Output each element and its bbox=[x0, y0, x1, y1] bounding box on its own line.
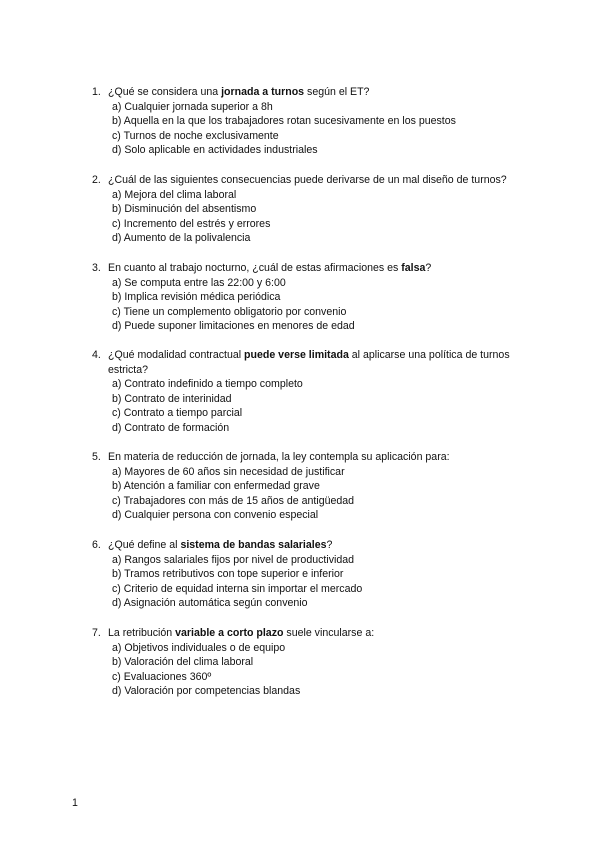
question-text-part: al aplicarse una política de turnos estricta? bbox=[108, 349, 510, 376]
answer-option-c: c) Criterio de equidad interna sin importar el mercado bbox=[112, 582, 363, 595]
answer-options bbox=[112, 188, 532, 246]
question-text-part: ¿Qué modalidad contractual bbox=[108, 349, 245, 361]
question-text-part: ¿Cuál de las siguientes consecuencias puede derivarse de un mal diseño de turnos? bbox=[108, 174, 507, 186]
question-text-part: según el ET? bbox=[304, 86, 370, 98]
question-text bbox=[108, 450, 532, 465]
answer-option-d: d) Solo aplicable en actividades industriales bbox=[112, 144, 318, 157]
question-text bbox=[108, 85, 532, 100]
question-text-part: suele vincularse a: bbox=[283, 627, 375, 639]
question-text bbox=[108, 626, 532, 641]
answer-option-b: b) Valoración del clima laboral bbox=[112, 656, 254, 669]
question-6 bbox=[92, 538, 532, 611]
answer-option-d: d) Contrato de formación bbox=[112, 421, 230, 434]
answer-option-a: a) Contrato indefinido a tiempo completo bbox=[112, 378, 303, 391]
answer-option-b: b) Aquella en la que los trabajadores rotan sucesivamente en los puestos bbox=[112, 115, 456, 128]
answer-options bbox=[112, 465, 532, 523]
question-1 bbox=[92, 85, 532, 158]
question-4 bbox=[92, 348, 532, 436]
answer-option-b: b) Disminución del absentismo bbox=[112, 203, 257, 216]
question-number: 4. bbox=[92, 349, 101, 361]
question-3 bbox=[92, 261, 532, 334]
question-text-part: En materia de reducción de jornada, la ley contempla su aplicación para: bbox=[108, 451, 450, 463]
question-text-part: La retribución bbox=[108, 627, 176, 639]
question-text-part: En cuanto al trabajo nocturno, ¿cuál de estas afirmaciones es bbox=[108, 262, 402, 274]
question-text bbox=[108, 261, 532, 276]
answer-option-c: c) Contrato a tiempo parcial bbox=[112, 407, 243, 420]
question-number: 6. bbox=[92, 539, 101, 551]
answer-option-d: d) Valoración por competencias blandas bbox=[112, 685, 301, 698]
answer-option-c: c) Evaluaciones 360º bbox=[112, 670, 212, 683]
answer-option-a: a) Rangos salariales fijos por nivel de productividad bbox=[112, 553, 355, 566]
answer-option-a: a) Cualquier jornada superior a 8h bbox=[112, 100, 273, 113]
question-number: 3. bbox=[92, 262, 101, 274]
answer-option-a: a) Mayores de 60 años sin necesidad de justificar bbox=[112, 465, 345, 478]
question-2 bbox=[92, 173, 532, 246]
answer-options bbox=[112, 377, 532, 435]
answer-options bbox=[112, 100, 532, 158]
question-number: 2. bbox=[92, 174, 101, 186]
answer-option-b: b) Implica revisión médica periódica bbox=[112, 291, 281, 304]
answer-option-a: a) Objetivos individuales o de equipo bbox=[112, 641, 286, 654]
answer-options bbox=[112, 276, 532, 334]
question-text-emphasis: sistema de bandas salariales bbox=[180, 539, 327, 551]
answer-option-c: c) Turnos de noche exclusivamente bbox=[112, 129, 279, 142]
answer-option-c: c) Incremento del estrés y errores bbox=[112, 217, 271, 230]
question-text-part: ? bbox=[425, 262, 432, 274]
answer-options bbox=[112, 553, 532, 611]
answer-option-a: a) Se computa entre las 22:00 y 6:00 bbox=[112, 276, 286, 289]
question-text bbox=[108, 538, 532, 553]
question-text-part: ¿Qué define al bbox=[108, 539, 181, 551]
answer-option-d: d) Asignación automática según convenio bbox=[112, 597, 308, 610]
answer-options bbox=[112, 641, 532, 699]
answer-option-a: a) Mejora del clima laboral bbox=[112, 188, 237, 201]
answer-option-c: c) Trabajadores con más de 15 años de antigüedad bbox=[112, 494, 355, 507]
question-text-part: ? bbox=[326, 539, 333, 551]
answer-option-d: d) Cualquier persona con convenio especial bbox=[112, 509, 319, 522]
question-text-emphasis: puede verse limitada bbox=[244, 349, 349, 361]
question-number: 7. bbox=[92, 627, 101, 639]
question-text bbox=[108, 348, 532, 377]
question-text-emphasis: falsa bbox=[401, 262, 426, 274]
question-text-emphasis: jornada a turnos bbox=[221, 86, 305, 98]
answer-option-b: b) Atención a familiar con enfermedad grave bbox=[112, 480, 320, 493]
question-number: 5. bbox=[92, 451, 101, 463]
answer-option-d: d) Puede suponer limitaciones en menores de edad bbox=[112, 320, 355, 333]
answer-option-d: d) Aumento de la polivalencia bbox=[112, 232, 251, 245]
question-5 bbox=[92, 450, 532, 523]
question-number: 1. bbox=[92, 86, 101, 98]
question-text-emphasis: variable a corto plazo bbox=[175, 627, 284, 639]
answer-option-b: b) Contrato de interinidad bbox=[112, 392, 232, 405]
question-text-part: ¿Qué se considera una bbox=[108, 86, 222, 98]
answer-option-c: c) Tiene un complemento obligatorio por convenio bbox=[112, 305, 347, 318]
question-7 bbox=[92, 626, 532, 699]
answer-option-b: b) Tramos retributivos con tope superior e inferior bbox=[112, 568, 344, 581]
page-number: 1 bbox=[72, 797, 78, 809]
question-text bbox=[108, 173, 532, 188]
